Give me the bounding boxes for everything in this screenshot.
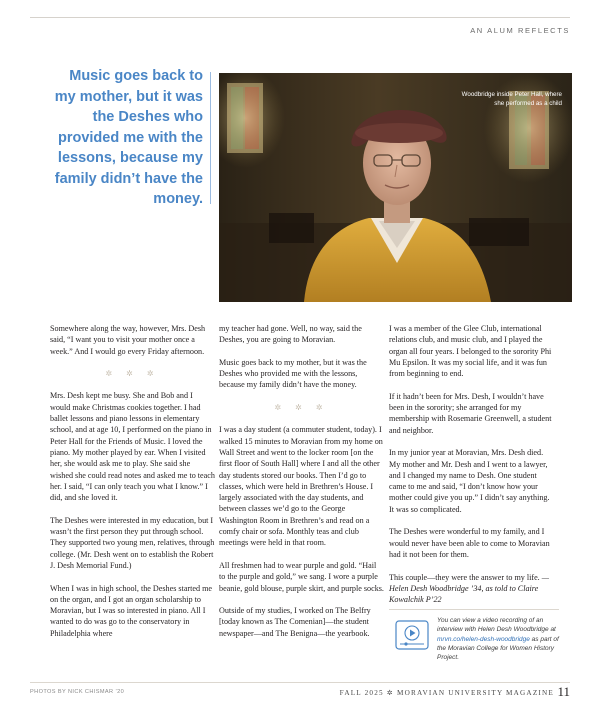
- pull-quote: Music goes back to my mother, but it was the Deshes who provided me with the lessons, because my family didn’t have the money.: [54, 68, 203, 207]
- paragraph: Outside of my studies, I worked on The Belfry [today known as The Comenian]—the student newspaper—and The Benigna—the yearbook.: [219, 606, 371, 638]
- video-note-text: [437, 616, 561, 662]
- photo-caption: Woodbridge inside Peter Hall, where she performed as a child: [461, 91, 562, 107]
- video-note-line2: as part of the Moravian College for Women History Project.: [437, 635, 559, 662]
- paragraph: The Deshes were interested in my education, but I wasn’t the first person they put through school. They supported two young men, relatives, through college. (Mr. Desh went on to establish the Robert J. Desh Memorial Fund.): [50, 515, 215, 570]
- closing-line: This couple—they were the answer to my life.: [389, 572, 540, 582]
- section-separator: ✲ ✲ ✲: [274, 403, 329, 413]
- video-link[interactable]: mrvn.co/helen-desh-woodbridge: [437, 635, 530, 643]
- paragraph: Music goes back to my mother, but it was the Deshes who provided me with the lessons, because my family didn’t have the money.: [219, 357, 367, 390]
- paragraph: I was a member of the Glee Club, international relations club, and music club, and I played the organ all four years. I belonged to the sorority Phi Mu Epsilon. It was my social life, and it was fun from beginning to end.: [389, 324, 552, 379]
- article-column-3: [389, 323, 554, 617]
- page-number: 11: [557, 684, 570, 699]
- article-column-1: [50, 323, 215, 650]
- portrait-photo: [219, 73, 572, 302]
- video-note-line1: You can view a video recording of an interview with Helen Desh Woodbridge at: [437, 617, 556, 634]
- paragraph: In my junior year at Moravian, Mrs. Desh died. My mother and Mr. Desh and I went to a lawyer, and I changed my name to Desh. One student came to me and said, “I don’t know how your mother could give you up.” I didn’t say anything. It was so complicated.: [389, 448, 550, 514]
- paragraph: If it hadn’t been for Mrs. Desh, I wouldn’t have been in the sorority; she arranged for my membership with Rosemarie Greenwell, a student and neighbor.: [389, 391, 552, 435]
- video-play-icon[interactable]: [395, 618, 429, 652]
- paragraph: I was a day student (a commuter student, today). I walked 15 minutes to Moravian from my home on Wall Street and went to the locker room [on the first floor of South Hall] where I and all the other day students stored our books. Then I’d go to classes, which were held in Brethren’s House. I largely associated with the day students, and between classes we’d go to the George Washington Room in Brethren’s and read on a comfy chair or sofa. Monthly teas and club meetings were held in that room.: [219, 425, 383, 548]
- footer-rule: [30, 682, 570, 683]
- paragraph: When I was in high school, the Deshes started me on the organ, and I got an organ scholarship to Moravian, but I was so interested in piano. All I wanted to do was go to the conservatory in Philadelphia where: [50, 583, 213, 638]
- section-label: AN ALUM REFLECTS: [470, 26, 570, 35]
- paragraph: Mrs. Desh kept me busy. She and Bob and I would make Christmas cookies together. I had ballet lessons and piano lessons in elementary school, and at age 10, I performed on the piano in Peter Hall for the Friends of Music. I loved the piano. My mother played by ear. When I visited her, she would ask me to play. She said she wished she could read notes and asked me to teach her. I said, “I can only teach you what I know.” I did, and she loved it.: [50, 391, 215, 503]
- article-column-2: [219, 323, 384, 650]
- paragraph: The Deshes were wonderful to my family, and I would never have been able to come to Moravian had it not been for them.: [389, 527, 550, 559]
- magazine-issue: FALL 2025 ✲ MORAVIAN UNIVERSITY MAGAZINE: [339, 689, 554, 697]
- paragraph-closing: [389, 572, 554, 606]
- video-note: [389, 609, 559, 662]
- section-separator: ✲ ✲ ✲: [105, 369, 160, 379]
- author-signoff: —Helen Desh Woodbridge ’34, as told to Claire Kowalchik P’22: [389, 572, 549, 605]
- paragraph: All freshmen had to wear purple and gold. “Hail to the purple and gold,” we sang. I wore a purple beanie, gold blouse, purple skirt, and purple socks.: [219, 560, 384, 593]
- paragraph: my teacher had gone. Well, no way, said the Deshes, you are going to Moravian.: [219, 324, 362, 345]
- top-rule: [30, 17, 570, 18]
- pull-quote-rule: [210, 72, 211, 204]
- paragraph: Somewhere along the way, however, Mrs. Desh said, “I want you to visit your mother once a week.” And I would go every Friday afternoon.: [50, 324, 206, 356]
- photo-credit: PHOTOS BY NICK CHISMAR ’20: [30, 689, 125, 695]
